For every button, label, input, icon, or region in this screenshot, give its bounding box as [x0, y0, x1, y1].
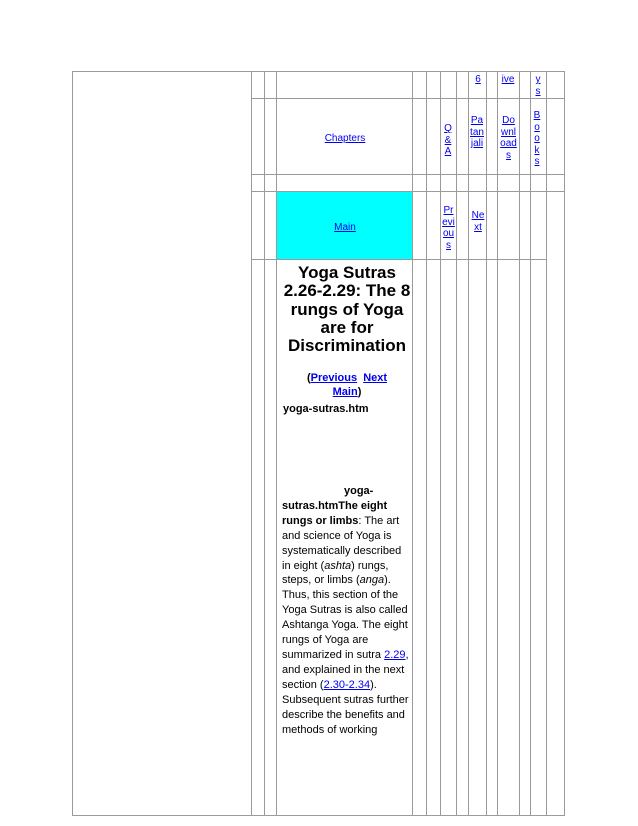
patanjali-link[interactable]: Patanjali [470, 115, 484, 149]
row-line-2 [251, 174, 565, 175]
ashta-term: ashta [324, 559, 352, 572]
nav-next-link[interactable]: Next [363, 372, 388, 384]
nav-close-paren: ) [357, 386, 362, 398]
page-title: Yoga Sutras 2.26-2.29: The 8 rungs of Yoga are for Discrimination [283, 263, 411, 356]
top-cell-ive[interactable]: ive [501, 74, 515, 85]
previous-link[interactable]: Previous [442, 205, 455, 251]
chapters-link[interactable]: Chapters [324, 133, 366, 144]
next-link[interactable]: Next [471, 210, 485, 233]
col-line-m [546, 71, 547, 816]
col-line-d [412, 71, 413, 816]
col-line-i [486, 71, 487, 816]
body-text-3: ). Thus, this section of the Yoga Sutras is also called Ashtanga Yoga. The eight rungs of Yoga are summarized in sutra [282, 574, 408, 661]
anga-term: anga [359, 574, 385, 587]
col-line-j [497, 71, 498, 816]
col-line-e [426, 71, 427, 816]
col-line-h [468, 71, 469, 816]
body-text-4: , and explained in the next section ( [282, 648, 409, 691]
col-line-g [456, 71, 457, 816]
qa-link[interactable]: Q&A [444, 123, 452, 157]
col-line-a [251, 71, 252, 816]
nav-main-link[interactable]: Main [332, 386, 358, 398]
body-text-5: ). Subsequent sutras further describe the benefits and methods of working [282, 678, 409, 736]
top-cell-ys[interactable]: ys [535, 74, 541, 97]
downloads-link[interactable]: Downloads [500, 115, 517, 161]
col-line-b [264, 71, 265, 816]
outer-border-right [564, 71, 565, 816]
article-nav [283, 371, 411, 399]
outer-border-left [72, 71, 73, 816]
sutra-2-30-2-34-link[interactable]: 2.30-2.34 [323, 678, 371, 691]
nav-open-paren: ( [306, 372, 311, 384]
top-cell-6[interactable]: 6 [475, 74, 481, 85]
outer-border-top [72, 71, 565, 72]
row-line-1 [251, 98, 565, 99]
col-line-l [530, 71, 531, 816]
main-link[interactable]: Main [334, 222, 356, 233]
article-body [282, 484, 412, 737]
books-link[interactable]: Books [533, 110, 541, 167]
col-line-k [519, 71, 520, 816]
body-text-2: ) rungs, steps, or limbs ( [282, 559, 389, 587]
file-reference: yoga-sutras.htm [283, 403, 369, 415]
outer-border-bottom [72, 815, 565, 816]
file-reference-inline: yoga-sutras.htm [282, 485, 374, 512]
sutra-2-29-link[interactable]: 2.29 [384, 648, 406, 661]
body-text-1: : The art and science of Yoga is systematically described in eight ( [282, 514, 402, 572]
col-line-c [276, 71, 277, 816]
nav-previous-link[interactable]: Previous [310, 372, 358, 384]
col-line-f [440, 71, 441, 816]
row-line-4 [251, 259, 547, 260]
section-heading: The eight rungs or limbs [282, 499, 388, 527]
